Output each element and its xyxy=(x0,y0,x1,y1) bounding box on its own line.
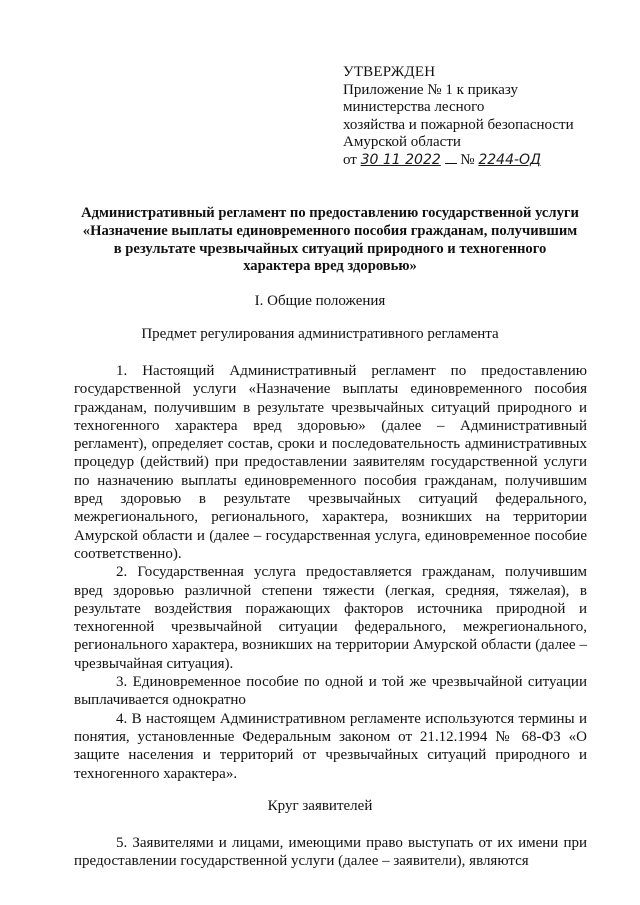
approval-line-2: министерства лесного xyxy=(343,99,485,115)
date-prefix: от xyxy=(343,151,357,168)
approval-title: УТВЕРЖДЕН xyxy=(343,64,436,80)
document-title: Административный регламент по предоставлению государственной услуги «Назначение выплаты единовременного пособия гражданам, получившим в результате чрезвычайных ситуаций природного и техногенного характера вред здоровью» xyxy=(81,205,579,275)
subsection-heading-applicants: Круг заявителей xyxy=(267,798,373,814)
approval-line-4: Амурской области xyxy=(343,134,461,150)
paragraph-2: 2. Государственная услуга предоставляется гражданам, получившим вред здоровью различной степени тяжести (легкая, средняя, тяжелая), в результате воздействия поражающих факторов источника природной и техногенной чрезвычайной ситуации федерального, межрегионального, регионального характера, возникших на территории Амурской области (далее – чрезвычайная ситуация). xyxy=(74,564,587,672)
number-prefix: № xyxy=(460,151,475,168)
handwritten-date: 30 11 2022 xyxy=(360,151,441,168)
paragraph-3: 3. Единовременное пособие по одной и той же чрезвычайной ситуации выплачивается однократно xyxy=(74,674,587,709)
paragraph-5: 5. Заявителями и лицами, имеющими право выступать от их имени при предоставлении государственной услуги (далее – заявители), являются xyxy=(74,835,587,870)
approval-line-3: хозяйства и пожарной безопасности xyxy=(343,116,574,133)
approval-line-1: Приложение № 1 к приказу xyxy=(343,81,518,98)
paragraph-5-block xyxy=(74,834,587,871)
handwritten-order-number: 2244-ОД xyxy=(478,151,541,168)
paragraph-4: 4. В настоящем Административном регламенте используются термины и понятия, установленные Федеральным законом от 21.12.1994 № 68-ФЗ «О защите населения и территорий от чрезвычайных ситуаций природного и техногенного характера». xyxy=(74,710,587,782)
approval-date-line xyxy=(343,152,574,170)
section-heading-general-provisions: I. Общие положения xyxy=(254,293,386,309)
paragraphs-block xyxy=(74,362,587,783)
subsection-heading-subject: Предмет регулирования административного регламента xyxy=(141,326,499,342)
paragraph-1: 1. Настоящий Административный регламент по предоставлению государственной услуги «Назначение выплаты единовременного пособия гражданам, получившим в результате чрезвычайных ситуаций природного и техногенного характера вред здоровью» (далее – Административный регламент), определяет состав, сроки и последовательность административных процедур (действий) при предоставлении заявителям государственной услуги по назначению выплаты единовременного пособия гражданам, получившим вред здоровью в результате чрезвычайных ситуаций федерального, межрегионального, регионального, характера, возникших на территории Амурской области и (далее – государственная услуга, единовременное пособие соответственно). xyxy=(74,363,587,562)
approval-stamp-block xyxy=(343,64,574,169)
